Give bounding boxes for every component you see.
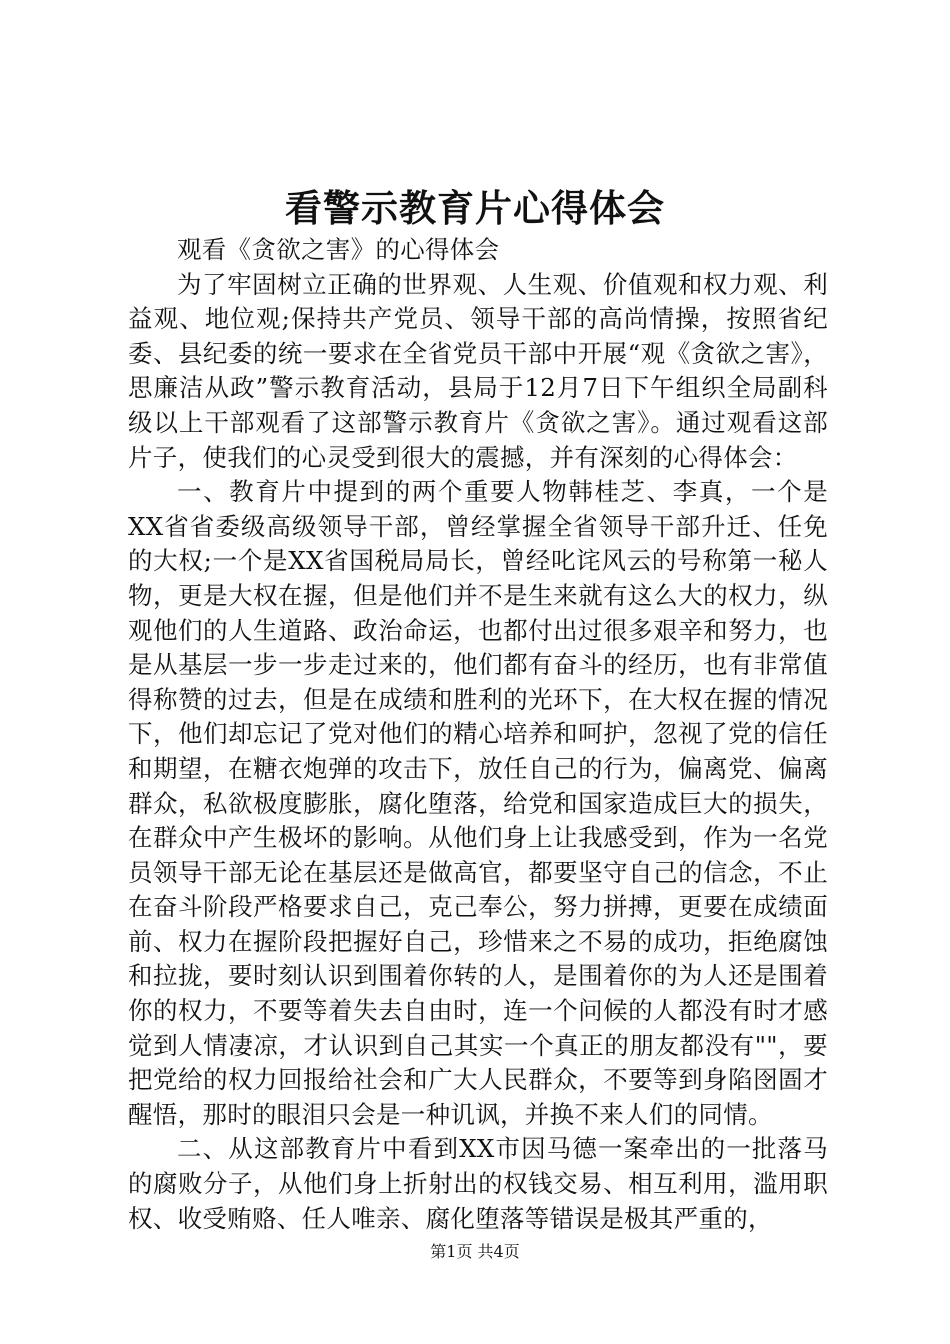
paragraph: 二、从这部教育片中看到XX市因马德一案牵出的一批落马的腐败分子，从他们身上折射出的权钱交易、相互利用，滥用职权、收受贿赂、任人唯亲、腐化堕落等错误是极其严重的， <box>128 1134 828 1233</box>
paragraph: 一、教育片中提到的两个重要人物韩桂芝、李真，一个是XX省省委级高级领导干部，曾经掌握全省领导干部升迁、任免的大权;一个是XX省国税局局长，曾经叱诧风云的号称第一秘人物，更是大权在握，但是他们并不是生来就有这么大的权力，纵观他们的人生道路、政治命运，也都付出过很多艰辛和努力，也是从基层一步一步走过来的，他们都有奋斗的经历，也有非常值得称赞的过去，但是在成绩和胜利的光环下，在大权在握的情况下，他们却忘记了党对他们的精心培养和呵护，忽视了党的信任和期望，在糖衣炮弹的攻击下，放任自己的行为，偏离党、偏离群众，私欲极度膨胀，腐化堕落，给党和国家造成巨大的损失，在群众中产生极坏的影响。从他们身上让我感受到，作为一名党员领导干部无论在基层还是做高官，都要坚守自己的信念，不止在奋斗阶段严格要求自己，克己奉公，努力拼搏，更要在成绩面前、权力在握阶段把握好自己，珍惜来之不易的成功，拒绝腐蚀和拉拢，要时刻认识到围着你转的人，是围着你的为人还是围着你的权力，不要等着失去自由时，连一个问候的人都没有时才感觉到人情凄凉，才认识到自己其实一个真正的朋友都没有""，要把党给的权力回报给社会和广大人民群众，不要等到身陷囹圄才醒悟，那时的眼泪只会是一种讥讽，并换不来人们的同情。 <box>128 477 828 1129</box>
page-footer: 第1页 共4页 <box>430 1242 520 1261</box>
paragraph: 为了牢固树立正确的世界观、人生观、价值观和权力观、利益观、地位观;保持共产党员、领导干部的高尚情操，按照省纪委、县纪委的统一要求在全省党员干部中开展“观《贪欲之害》，思廉洁从政”警示教育活动，县局于12月7日下午组织全局副科级以上干部观看了这部警示教育片《贪欲之害》。通过观看这部片子，使我们的心灵受到很大的震撼，并有深刻的心得体会： <box>128 269 828 472</box>
document-body <box>128 233 828 1236</box>
subtitle-line: 观看《贪欲之害》的心得体会 <box>177 235 500 264</box>
page-title: 看警示教育片心得体会 <box>285 187 665 230</box>
